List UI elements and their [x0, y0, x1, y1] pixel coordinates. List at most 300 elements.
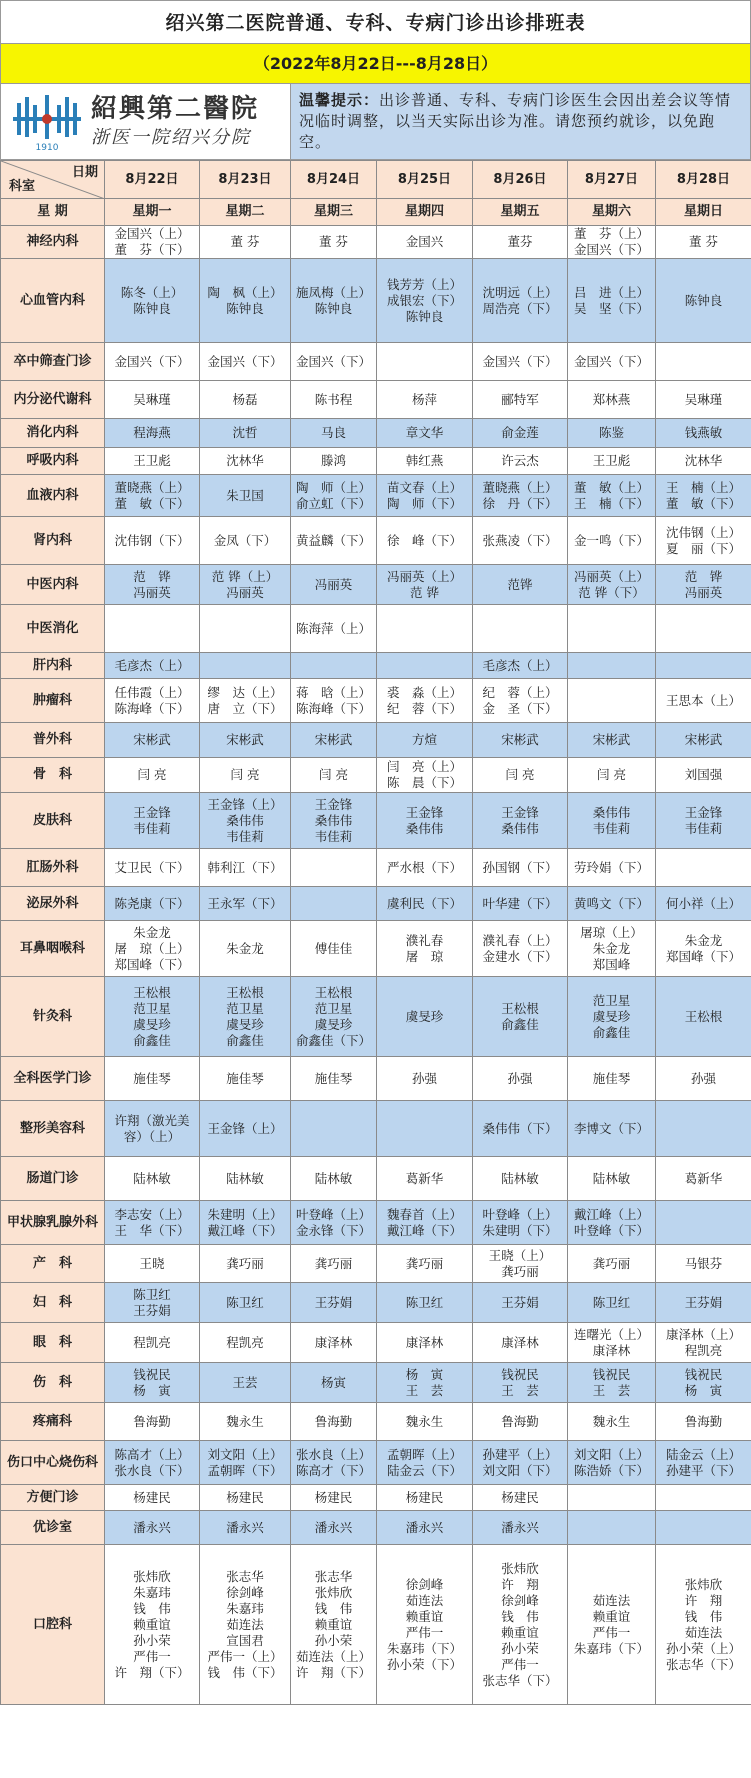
schedule-cell: [568, 1485, 656, 1511]
department-name: 疼痛科: [1, 1403, 105, 1441]
weekday-label: 星 期: [1, 199, 105, 226]
schedule-cell: [568, 605, 656, 653]
schedule-cell: [291, 1101, 377, 1157]
page-title: 绍兴第二医院普通、专科、专病门诊出诊排班表: [0, 0, 751, 44]
schedule-cell: 杨建民: [377, 1485, 473, 1511]
schedule-cell: 王思本（上）: [656, 679, 751, 723]
schedule-cell: 屠琼（上） 朱金龙 郑国峰: [568, 921, 656, 977]
date-header-cell: 8月27日: [568, 161, 656, 199]
schedule-cell: 陈卫红: [200, 1283, 291, 1323]
schedule-cell: 董芬: [473, 226, 568, 259]
schedule-cell: 陆林敏: [473, 1157, 568, 1201]
department-name: 骨 科: [1, 758, 105, 793]
schedule-cell: 潘永兴: [377, 1511, 473, 1545]
schedule-cell: 朱金龙 郑国峰（下）: [656, 921, 751, 977]
weekday-cell: 星期四: [377, 199, 473, 226]
schedule-cell: 朱金龙: [200, 921, 291, 977]
schedule-cell: 陆金云（上） 孙建平（下）: [656, 1441, 751, 1485]
schedule-cell: 董晓燕（上） 徐 丹（下）: [473, 475, 568, 517]
schedule-cell: 杨寅: [291, 1363, 377, 1403]
schedule-cell: 宋彬武: [656, 723, 751, 758]
schedule-table: [0, 160, 751, 1705]
schedule-cell: 闫 亮: [568, 758, 656, 793]
schedule-cell: 韩利江（下）: [200, 849, 291, 887]
department-name: 优诊室: [1, 1511, 105, 1545]
schedule-cell: 杨磊: [200, 381, 291, 419]
department-row: [1, 793, 751, 849]
schedule-cell: 陈卫红: [568, 1283, 656, 1323]
schedule-cell: 魏永生: [200, 1403, 291, 1441]
schedule-cell: 魏春首（上） 戴江峰（下）: [377, 1201, 473, 1245]
department-row: [1, 448, 751, 475]
schedule-cell: 施凤梅（上） 陈钟良: [291, 259, 377, 343]
schedule-cell: 苗文春（上） 陶 师（下）: [377, 475, 473, 517]
schedule-cell: 鲁海勤: [656, 1403, 751, 1441]
schedule-cell: 范 铧 冯丽英: [105, 565, 200, 605]
schedule-cell: 朱金龙 屠 琼（上） 郑国峰（下）: [105, 921, 200, 977]
schedule-cell: 叶登峰（上） 金永锋（下）: [291, 1201, 377, 1245]
schedule-cell: 范 铧 冯丽英: [656, 565, 751, 605]
schedule-cell: 沈林华: [656, 448, 751, 475]
schedule-cell: 韩红燕: [377, 448, 473, 475]
schedule-cell: 桑伟伟 韦佳莉: [568, 793, 656, 849]
department-name: 中医消化: [1, 605, 105, 653]
schedule-cell: 龚巧丽: [291, 1245, 377, 1283]
schedule-cell: 钱祝民 王 芸: [568, 1363, 656, 1403]
schedule-cell: 鲁海勤: [105, 1403, 200, 1441]
logo-year: 1910: [35, 142, 59, 153]
schedule-cell: 金国兴（上） 董 芬（下）: [105, 226, 200, 259]
schedule-cell: 钱祝民 杨 寅: [105, 1363, 200, 1403]
department-name: 全科医学门诊: [1, 1057, 105, 1101]
schedule-cell: [568, 653, 656, 679]
schedule-cell: 康泽林: [377, 1323, 473, 1363]
department-row: [1, 605, 751, 653]
schedule-cell: 吕 进（上） 吴 坚（下）: [568, 259, 656, 343]
schedule-cell: 孟朝晖（上） 陆金云（下）: [377, 1441, 473, 1485]
schedule-cell: 陆林敏: [105, 1157, 200, 1201]
schedule-cell: 宋彬武: [200, 723, 291, 758]
schedule-cell: 金国兴: [377, 226, 473, 259]
department-name: 妇 科: [1, 1283, 105, 1323]
schedule-cell: 程凯亮: [200, 1323, 291, 1363]
schedule-cell: 范铧: [473, 565, 568, 605]
schedule-cell: 严水根（下）: [377, 849, 473, 887]
department-row: [1, 517, 751, 565]
department-row: [1, 1101, 751, 1157]
schedule-cell: 鲁海勤: [291, 1403, 377, 1441]
logo-subtitle: 浙医一院绍兴分院: [91, 126, 251, 148]
schedule-cell: 王松根: [656, 977, 751, 1057]
schedule-cell: 杨建民: [473, 1485, 568, 1511]
department-name: 肠道门诊: [1, 1157, 105, 1201]
schedule-cell: 刘国强: [656, 758, 751, 793]
schedule-cell: 何小祥（上）: [656, 887, 751, 921]
schedule-cell: 钱芳芳（上） 成银宏（下） 陈钟良: [377, 259, 473, 343]
corner-date-label: 日期: [71, 165, 98, 180]
schedule-cell: [656, 1101, 751, 1157]
schedule-cell: 张志华 张炜欣 钱 伟 赖重谊 孙小荣 茹连法（上） 许 翔（下）: [291, 1545, 377, 1705]
schedule-cell: 王芬娟: [656, 1283, 751, 1323]
department-name: 甲状腺乳腺外科: [1, 1201, 105, 1245]
schedule-cell: 闫 亮（上） 陈 晨（下）: [377, 758, 473, 793]
department-row: [1, 1323, 751, 1363]
schedule-cell: 傅佳佳: [291, 921, 377, 977]
schedule-cell: 孙国钢（下）: [473, 849, 568, 887]
schedule-cell: 钱祝民 王 芸: [473, 1363, 568, 1403]
schedule-cell: 施佳琴: [568, 1057, 656, 1101]
schedule-cell: 金国兴（下）: [473, 343, 568, 381]
schedule-cell: 陆林敏: [200, 1157, 291, 1201]
weekday-cell: 星期六: [568, 199, 656, 226]
schedule-cell: 龚巧丽: [377, 1245, 473, 1283]
schedule-cell: 刘文阳（上） 陈浩娇（下）: [568, 1441, 656, 1485]
department-row: [1, 977, 751, 1057]
department-row: [1, 1363, 751, 1403]
schedule-cell: 陈书程: [291, 381, 377, 419]
department-name: 泌尿外科: [1, 887, 105, 921]
schedule-cell: 张水良（上） 陈高才（下）: [291, 1441, 377, 1485]
department-row: [1, 921, 751, 977]
department-name: 方便门诊: [1, 1485, 105, 1511]
schedule-cell: 王金锋 桑伟伟 韦佳莉: [291, 793, 377, 849]
hospital-emblem-icon: [11, 91, 83, 153]
schedule-cell: 王金锋 桑伟伟: [377, 793, 473, 849]
schedule-cell: 宋彬武: [291, 723, 377, 758]
schedule-cell: 王金锋（上）: [200, 1101, 291, 1157]
banner: [0, 84, 751, 160]
schedule-cell: 潘永兴: [291, 1511, 377, 1545]
schedule-cell: 徐剑峰 茹连法 赖重谊 严伟一 朱嘉玮（下） 孙小荣（下）: [377, 1545, 473, 1705]
schedule-cell: 纪 蓉（上） 金 圣（下）: [473, 679, 568, 723]
schedule-cell: 张炜欣 许 翔 钱 伟 茹连法 孙小荣（上） 张志华（下）: [656, 1545, 751, 1705]
schedule-cell: 连曙光（上） 康泽林: [568, 1323, 656, 1363]
schedule-cell: 程海燕: [105, 419, 200, 448]
schedule-cell: 闫 亮: [105, 758, 200, 793]
schedule-cell: 葛新华: [377, 1157, 473, 1201]
schedule-cell: 叶登峰（上） 朱建明（下）: [473, 1201, 568, 1245]
schedule-cell: 王芬娟: [473, 1283, 568, 1323]
schedule-cell: 王金锋 桑伟伟: [473, 793, 568, 849]
schedule-cell: 艾卫民（下）: [105, 849, 200, 887]
schedule-cell: 毛彦杰（上）: [105, 653, 200, 679]
corner-cell: [1, 161, 105, 199]
schedule-cell: 王晓: [105, 1245, 200, 1283]
schedule-cell: 濮礼春 屠 琼: [377, 921, 473, 977]
schedule-cell: 钱燕敏: [656, 419, 751, 448]
schedule-cell: 王金锋（上） 桑伟伟 韦佳莉: [200, 793, 291, 849]
schedule-cell: 劳玲娟（下）: [568, 849, 656, 887]
schedule-cell: 王金锋 韦佳莉: [105, 793, 200, 849]
schedule-cell: 许翔（激光美 容）（上）: [105, 1101, 200, 1157]
department-row: [1, 381, 751, 419]
schedule-cell: 陈卫红: [377, 1283, 473, 1323]
department-name: 皮肤科: [1, 793, 105, 849]
schedule-cell: 茹连法 赖重谊 严伟一 朱嘉玮（下）: [568, 1545, 656, 1705]
schedule-cell: [377, 343, 473, 381]
schedule-cell: 龚巧丽: [200, 1245, 291, 1283]
schedule-cell: 康泽林: [291, 1323, 377, 1363]
schedule-cell: 冯丽英（上） 范 铧（下）: [568, 565, 656, 605]
schedule-cell: 毛彦杰（上）: [473, 653, 568, 679]
schedule-cell: 金一鸣（下）: [568, 517, 656, 565]
department-name: 呼吸内科: [1, 448, 105, 475]
notice-label: 温馨提示：: [299, 91, 380, 109]
weekday-cell: 星期二: [200, 199, 291, 226]
schedule-cell: 吴琳瑾: [105, 381, 200, 419]
schedule-cell: 戴江峰（上） 叶登峰（下）: [568, 1201, 656, 1245]
schedule-cell: 鲁海勤: [473, 1403, 568, 1441]
schedule-cell: 陈海萍（上）: [291, 605, 377, 653]
schedule-cell: 陈尧康（下）: [105, 887, 200, 921]
schedule-cell: [656, 1511, 751, 1545]
schedule-cell: 虞利民（下）: [377, 887, 473, 921]
schedule-cell: 郦特军: [473, 381, 568, 419]
schedule-cell: [568, 679, 656, 723]
schedule-cell: 潘永兴: [105, 1511, 200, 1545]
schedule-cell: 陈鉴: [568, 419, 656, 448]
schedule-cell: 陈卫红 王芬娟: [105, 1283, 200, 1323]
schedule-cell: 张炜欣 许 翔 徐剑峰 钱 伟 赖重谊 孙小荣 严伟一 张志华（下）: [473, 1545, 568, 1705]
date-header-cell: 8月26日: [473, 161, 568, 199]
schedule-cell: 金国兴（下）: [105, 343, 200, 381]
department-row: [1, 1057, 751, 1101]
schedule-cell: 孙强: [377, 1057, 473, 1101]
schedule-cell: 王金锋 韦佳莉: [656, 793, 751, 849]
department-row: [1, 849, 751, 887]
schedule-cell: 桑伟伟（下）: [473, 1101, 568, 1157]
schedule-cell: 冯丽英: [291, 565, 377, 605]
department-name: 内分泌代谢科: [1, 381, 105, 419]
weekday-cell: 星期一: [105, 199, 200, 226]
schedule-cell: 孙强: [656, 1057, 751, 1101]
schedule-cell: 濮礼春（上） 金建水（下）: [473, 921, 568, 977]
notice-text: 出诊普通、专科、专病门诊医生会因出差会议等情况临时调整，以当天实际出诊为准。请您预约就诊，以免跑空。: [299, 91, 732, 151]
department-row: [1, 259, 751, 343]
schedule-cell: 吴琳瑾: [656, 381, 751, 419]
schedule-cell: 叶华建（下）: [473, 887, 568, 921]
schedule-cell: 俞金莲: [473, 419, 568, 448]
schedule-cell: 李志安（上） 王 华（下）: [105, 1201, 200, 1245]
schedule-cell: 裘 淼（上） 纪 蓉（下）: [377, 679, 473, 723]
schedule-cell: 董 芬（上） 金国兴（下）: [568, 226, 656, 259]
schedule-cell: [291, 653, 377, 679]
schedule-cell: 魏永生: [568, 1403, 656, 1441]
schedule-cell: 董晓燕（上） 董 敏（下）: [105, 475, 200, 517]
schedule-cell: 章文华: [377, 419, 473, 448]
schedule-cell: 黄益麟（下）: [291, 517, 377, 565]
department-row: [1, 1245, 751, 1283]
department-name: 伤口中心烧伤科: [1, 1441, 105, 1485]
schedule-cell: 蒋 晗（上） 陈海峰（下）: [291, 679, 377, 723]
schedule-cell: 王 楠（上） 董 敏（下）: [656, 475, 751, 517]
schedule-cell: 陆林敏: [291, 1157, 377, 1201]
schedule-cell: 金国兴（下）: [200, 343, 291, 381]
schedule-cell: 王晓（上） 龚巧丽: [473, 1245, 568, 1283]
schedule-cell: [656, 849, 751, 887]
schedule-cell: 宋彬武: [473, 723, 568, 758]
department-row: [1, 475, 751, 517]
department-name: 中医内科: [1, 565, 105, 605]
schedule-cell: [377, 605, 473, 653]
schedule-cell: 金国兴（下）: [291, 343, 377, 381]
schedule-cell: 闫 亮: [200, 758, 291, 793]
department-row: [1, 343, 751, 381]
schedule-cell: 张炜欣 朱嘉玮 钱 伟 赖重谊 孙小荣 严伟一 许 翔（下）: [105, 1545, 200, 1705]
schedule-cell: 王松根 范卫星 虞旻珍 俞鑫佳（下）: [291, 977, 377, 1057]
department-name: 整形美容科: [1, 1101, 105, 1157]
schedule-cell: 王松根 范卫星 虞旻珍 俞鑫佳: [200, 977, 291, 1057]
department-row: [1, 1157, 751, 1201]
department-row: [1, 419, 751, 448]
department-name: 血液内科: [1, 475, 105, 517]
schedule-cell: [291, 849, 377, 887]
schedule-cell: 陈高才（上） 张水良（下）: [105, 1441, 200, 1485]
schedule-cell: 孙强: [473, 1057, 568, 1101]
department-name: 心血管内科: [1, 259, 105, 343]
schedule-cell: 宋彬武: [105, 723, 200, 758]
schedule-cell: 缪 达（上） 唐 立（下）: [200, 679, 291, 723]
schedule-cell: 沈明远（上） 周浩亮（下）: [473, 259, 568, 343]
schedule-cell: 朱卫国: [200, 475, 291, 517]
department-row: [1, 1485, 751, 1511]
department-row: [1, 1403, 751, 1441]
department-name: 神经内科: [1, 226, 105, 259]
department-row: [1, 1441, 751, 1485]
department-row: [1, 758, 751, 793]
department-name: 肿瘤科: [1, 679, 105, 723]
logo-name: 紹興第二醫院: [91, 93, 260, 124]
schedule-cell: 杨建民: [291, 1485, 377, 1511]
schedule-cell: 康泽林（上） 程凯亮: [656, 1323, 751, 1363]
schedule-cell: [656, 1485, 751, 1511]
date-range: （2022年8月22日---8月28日）: [0, 44, 751, 84]
schedule-cell: [656, 1201, 751, 1245]
department-row: [1, 887, 751, 921]
schedule-cell: 陈冬（上） 陈钟良: [105, 259, 200, 343]
schedule-cell: 潘永兴: [473, 1511, 568, 1545]
schedule-cell: [568, 1511, 656, 1545]
date-header-row: [1, 161, 751, 199]
schedule-cell: 葛新华: [656, 1157, 751, 1201]
schedule-cell: 程凯亮: [105, 1323, 200, 1363]
schedule-cell: 陈钟良: [656, 259, 751, 343]
department-name: 消化内科: [1, 419, 105, 448]
schedule-cell: 杨建民: [105, 1485, 200, 1511]
schedule-cell: 张燕凌（下）: [473, 517, 568, 565]
department-row: [1, 1283, 751, 1323]
schedule-cell: 滕鸿: [291, 448, 377, 475]
schedule-cell: [200, 605, 291, 653]
schedule-cell: 马银芬: [656, 1245, 751, 1283]
schedule-cell: 王芸: [200, 1363, 291, 1403]
schedule-cell: 潘永兴: [200, 1511, 291, 1545]
department-row: [1, 226, 751, 259]
schedule-cell: 范 铧（上） 冯丽英: [200, 565, 291, 605]
date-header-cell: 8月28日: [656, 161, 751, 199]
department-row: [1, 565, 751, 605]
schedule-cell: 杨萍: [377, 381, 473, 419]
schedule-cell: 杨建民: [200, 1485, 291, 1511]
schedule-cell: [291, 887, 377, 921]
schedule-cell: [656, 343, 751, 381]
schedule-cell: 董 芬: [291, 226, 377, 259]
schedule-cell: 陆林敏: [568, 1157, 656, 1201]
schedule-cell: [473, 605, 568, 653]
schedule-cell: [200, 653, 291, 679]
department-name: 针灸科: [1, 977, 105, 1057]
schedule-cell: 徐 峰（下）: [377, 517, 473, 565]
schedule-cell: [377, 1101, 473, 1157]
schedule-cell: 陶 师（上） 俞立虹（下）: [291, 475, 377, 517]
schedule-cell: 沈林华: [200, 448, 291, 475]
department-row: [1, 679, 751, 723]
department-row: [1, 1511, 751, 1545]
schedule-cell: 王松根 范卫星 虞旻珍 俞鑫佳: [105, 977, 200, 1057]
schedule-cell: 王芬娟: [291, 1283, 377, 1323]
department-name: 肝内科: [1, 653, 105, 679]
schedule-cell: 马良: [291, 419, 377, 448]
schedule-cell: 李博文（下）: [568, 1101, 656, 1157]
schedule-cell: 董 芬: [200, 226, 291, 259]
schedule-cell: 董 芬: [656, 226, 751, 259]
schedule-cell: 金国兴（下）: [568, 343, 656, 381]
notice-box: [291, 84, 750, 159]
schedule-cell: 魏永生: [377, 1403, 473, 1441]
weekday-cell: 星期日: [656, 199, 751, 226]
department-row: [1, 723, 751, 758]
schedule-cell: 沈哲: [200, 419, 291, 448]
department-row: [1, 1545, 751, 1705]
schedule-cell: 施佳琴: [105, 1057, 200, 1101]
schedule-cell: 许云杰: [473, 448, 568, 475]
department-row: [1, 653, 751, 679]
schedule-cell: 张志华 徐剑峰 朱嘉玮 茹连法 宣国君 严伟一（上） 钱 伟（下）: [200, 1545, 291, 1705]
schedule-cell: 朱建明（上） 戴江峰（下）: [200, 1201, 291, 1245]
department-name: 普外科: [1, 723, 105, 758]
schedule-cell: 王永军（下）: [200, 887, 291, 921]
date-header-cell: 8月24日: [291, 161, 377, 199]
department-name: 伤 科: [1, 1363, 105, 1403]
schedule-cell: 郑林燕: [568, 381, 656, 419]
department-name: 口腔科: [1, 1545, 105, 1705]
weekday-row: [1, 199, 751, 226]
schedule-cell: 刘文阳（上） 孟朝晖（下）: [200, 1441, 291, 1485]
department-name: 耳鼻咽喉科: [1, 921, 105, 977]
corner-dept-label: 科室: [9, 179, 36, 194]
schedule-cell: 王松根 俞鑫佳: [473, 977, 568, 1057]
weekday-cell: 星期五: [473, 199, 568, 226]
schedule-cell: 闫 亮: [473, 758, 568, 793]
date-header-cell: 8月22日: [105, 161, 200, 199]
department-name: 眼 科: [1, 1323, 105, 1363]
date-header-cell: 8月25日: [377, 161, 473, 199]
department-name: 产 科: [1, 1245, 105, 1283]
schedule-cell: 虞旻珍: [377, 977, 473, 1057]
schedule-cell: 黄鸣文（下）: [568, 887, 656, 921]
schedule-cell: 范卫星 虞旻珍 俞鑫佳: [568, 977, 656, 1057]
schedule-cell: [105, 605, 200, 653]
schedule-cell: [656, 605, 751, 653]
schedule-cell: 董 敏（上） 王 楠（下）: [568, 475, 656, 517]
schedule-cell: [656, 653, 751, 679]
schedule-cell: 杨 寅 王 芸: [377, 1363, 473, 1403]
schedule-cell: 冯丽英（上） 范 铧: [377, 565, 473, 605]
department-name: 肛肠外科: [1, 849, 105, 887]
schedule-cell: 龚巧丽: [568, 1245, 656, 1283]
schedule-cell: 陶 枫（上） 陈钟良: [200, 259, 291, 343]
schedule-cell: 王卫彪: [568, 448, 656, 475]
